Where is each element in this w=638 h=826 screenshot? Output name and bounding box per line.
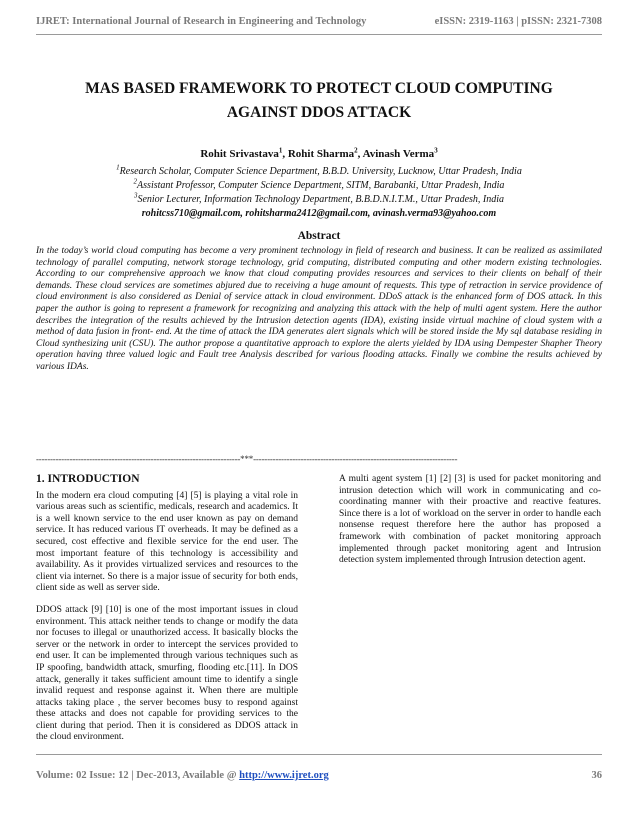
intro-paragraph-2: DDOS attack [9] [10] is one of the most important issues in cloud environment. This attack neither tends to change or modify the data nor focuses to illegal or unauthorized access. It basically blocks the server or the network in order to intercept the services provided to end user. It can be implemented through various techniques such as IP spoofing, bandwidth attack, smurfing, flooding etc.[11]. In DOS attack, generally it takes sufficient amount time to identify a single invalid request and response against it. When there are multiple attacks taking place , the server becomes busy to respond against these attacks and does not capable for providing services to the client during that period. Then it is considered as DDOS attack in the cloud environment. (36, 604, 298, 743)
journal-url-link[interactable]: http://www.ijret.org (239, 770, 329, 781)
author-3-sup: 3 (434, 146, 438, 155)
author-1: Rohit Srivastava (200, 148, 279, 160)
author-emails: rohitcss710@gmail.com, rohitsharma2412@gmail.com, avinash.verma93@yahoo.com (141, 208, 497, 219)
running-header (36, 16, 602, 27)
footer-volume (36, 770, 329, 781)
author-2-sup: 2 (354, 146, 358, 155)
running-footer (36, 770, 602, 781)
affiliation-2 (0, 177, 638, 191)
issn-info: eISSN: 2319-1163 | pISSN: 2321-7308 (434, 16, 602, 27)
author-separator: , (357, 148, 363, 160)
author-1-sup: 1 (278, 146, 283, 155)
footer-volume-text: Volume: 02 Issue: 12 | Dec-2013, Available @ (36, 770, 240, 781)
paper-title-line-1: MAS BASED FRAMEWORK TO PROTECT CLOUD COMPUTING (85, 80, 553, 97)
intro-paragraph-1: In the modern era cloud computing [4] [5] is playing a vital role in various areas such as scientific, medicals, research and academics. It is a well known service to the end user known as pay on demand service. It has reduced various IT overheads. It may be defined as a secured, cost effective and flexible service for the end user. The most important feature of this technology is accessibility and availability. As it provides virtualized services and resources to the client via internet. So there is a major issue of security for both ends, client side as well as server side. (36, 490, 298, 594)
intro-paragraph-3: A multi agent system [1] [2] [3] is used for packet monitoring and intrusion detection which will work in communicating and co-coordinating manner with their proactive and reactive features. Since there is a lot of workload on the server in order to handle each nonsense request therefore here the author has proposed a framework with combination of packet monitoring approach implemented through packet monitoring agent and Intrusion detection system implemented through Intrusion detection agent. (339, 474, 601, 566)
journal-name: IJRET: International Journal of Research in Engineering and Technology (36, 16, 367, 27)
affiliation-3 (0, 191, 638, 205)
author-2: Rohit Sharma (287, 148, 355, 160)
author-3: Avinash Verma (362, 148, 435, 160)
affiliation-1-sup: 1 (116, 163, 120, 172)
section-heading: 1. INTRODUCTION (36, 473, 140, 485)
paper-title-line-2: AGAINST DDOS ATTACK (226, 104, 412, 121)
left-column (36, 474, 298, 754)
affiliation-3-sup: 3 (133, 191, 138, 200)
abstract-heading: Abstract (297, 230, 341, 242)
affiliation-3-text: Senior Lecturer, Information Technology Department, B.B.D.N.I.T.M., Uttar Pradesh, India (137, 194, 505, 205)
page-number: 36 (591, 770, 602, 781)
author-separator: , (282, 148, 288, 160)
abstract-text: In the today’s world cloud computing has become a very prominent technology in field of research and business. It can be realized as assimilated technology of parallel computing, network storage technology, grid computing, distributed computing and other modern existing technologies. According to our comprehensive approach we know that cloud computing provides resources and services to their clients on behalf of their demands. These cloud services are sometimes abjured due to receiving a huge amount of requests. This type of retraction in service providence of cloud environment is also considered as Denial of service attack in cloud environment. DDoS attack is the enhanced form of DOS attack. In this paper the author is going to represent a framework for recognizing and analyzing this attack with the help of multi agent system. Here the author describes the integration of the results achieved by the Intrusion detection agents (IDA), existing inside virtual machine of cloud system with a method of data fusion in front- end. At the time of attack the IDA generates alert signals which will be stored inside the My sql database residing in Cloud synthesizing unit (CSU). The author propose a quantitative approach to explore the alerts yielded by IDA using Dempester Shapher Theory operation having three valued logic and Fault tree Analysis described for various flooding attacks. Finally we combine the results achieved by various IDAs. (36, 246, 602, 372)
section-separator: -------------------------------------------------------------------------***------------------------------------------------------------------------- (36, 454, 458, 464)
header-rule (36, 34, 602, 35)
affiliation-2-sup: 2 (133, 177, 138, 186)
footer-rule (36, 754, 602, 755)
affiliation-1-text: Research Scholar, Computer Science Department, B.B.D. University, Lucknow, Uttar Pradesh, India (119, 166, 522, 177)
affiliation-2-text: Assistant Professor, Computer Science Department, SITM, Barabanki, Uttar Pradesh, India (137, 180, 505, 191)
right-column (339, 474, 601, 577)
affiliation-1 (0, 163, 638, 177)
author-list (0, 148, 638, 160)
